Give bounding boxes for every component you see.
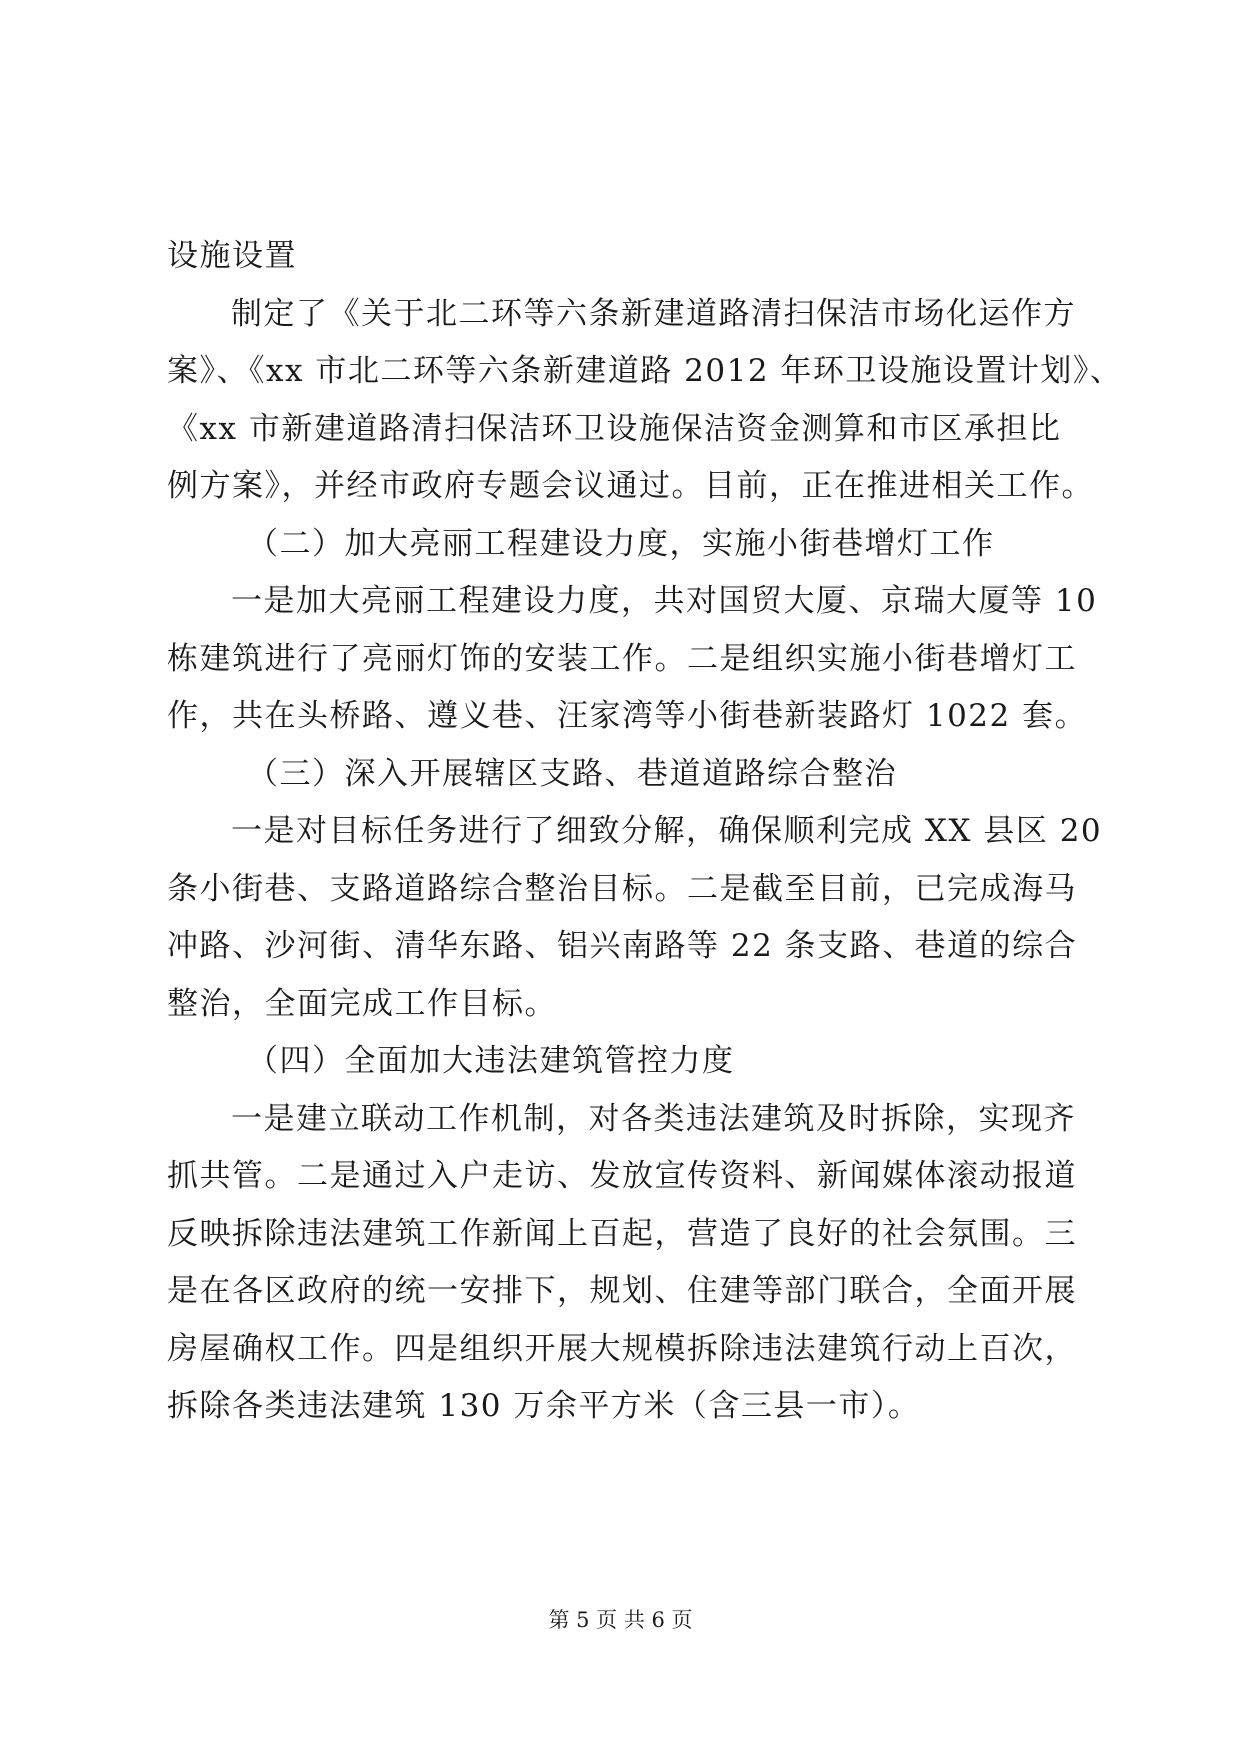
paragraph-start: 一是建立联动工作机制，对各类违法建筑及时拆除，实现齐	[231, 1100, 1076, 1137]
text-line: 《xx 市新建道路清扫保洁环卫设施保洁资金测算和市区承担比	[167, 410, 1062, 447]
text-line: 案》、《xx 市北二环等六条新建道路 2012 年环卫设施设置计划》、	[167, 353, 1123, 389]
paragraph-start: 制定了《关于北二环等六条新建道路清扫保洁市场化运作方	[231, 295, 1076, 332]
text-line: 条小街巷、支路道路综合整治目标。二是截至目前，已完成海马	[167, 870, 1077, 907]
section-heading-4: （四）全面加大违法建筑管控力度	[247, 1043, 735, 1079]
page-number-footer: 第 5 页 共 6 页	[548, 1608, 693, 1632]
paragraph-start: 一是对目标任务进行了细致分解，确保顺利完成 XX 县区 20	[231, 813, 1103, 849]
text-line: 整治，全面完成工作目标。	[167, 985, 557, 1022]
text-line: 作，共在头桥路、遵义巷、汪家湾等小街巷新装路灯 1022 套。	[167, 698, 1088, 734]
text-line: 拆除各类违法建筑 130 万余平方米（含三县一市）。	[167, 1388, 921, 1424]
document-body	[167, 228, 1123, 1436]
text-line: 房屋确权工作。四是组织开展大规模拆除违法建筑行动上百次，	[167, 1330, 1077, 1367]
paragraph-start: 一是加大亮丽工程建设力度，共对国贸大厦、京瑞大厦等 10	[231, 583, 1098, 619]
text-line: 冲路、沙河街、清华东路、铝兴南路等 22 条支路、巷道的综合	[167, 928, 1078, 964]
section-heading-3: （三）深入开展辖区支路、巷道道路综合整治	[247, 755, 897, 792]
text-line: 设施设置	[167, 238, 297, 274]
text-line: 栋建筑进行了亮丽灯饰的安装工作。二是组织实施小街巷增灯工	[167, 640, 1077, 677]
text-line: 抓共管。二是通过入户走访、发放宣传资料、新闻媒体滚动报道	[167, 1158, 1077, 1194]
section-heading-2: （二）加大亮丽工程建设力度，实施小街巷增灯工作	[247, 525, 995, 562]
text-line: 例方案》，并经市政府专题会议通过。目前，正在推进相关工作。	[167, 468, 1094, 504]
text-line: 是在各区政府的统一安排下，规划、住建等部门联合，全面开展	[167, 1273, 1077, 1309]
text-line: 反映拆除违法建筑工作新闻上百起，营造了良好的社会氛围。三	[167, 1215, 1077, 1252]
